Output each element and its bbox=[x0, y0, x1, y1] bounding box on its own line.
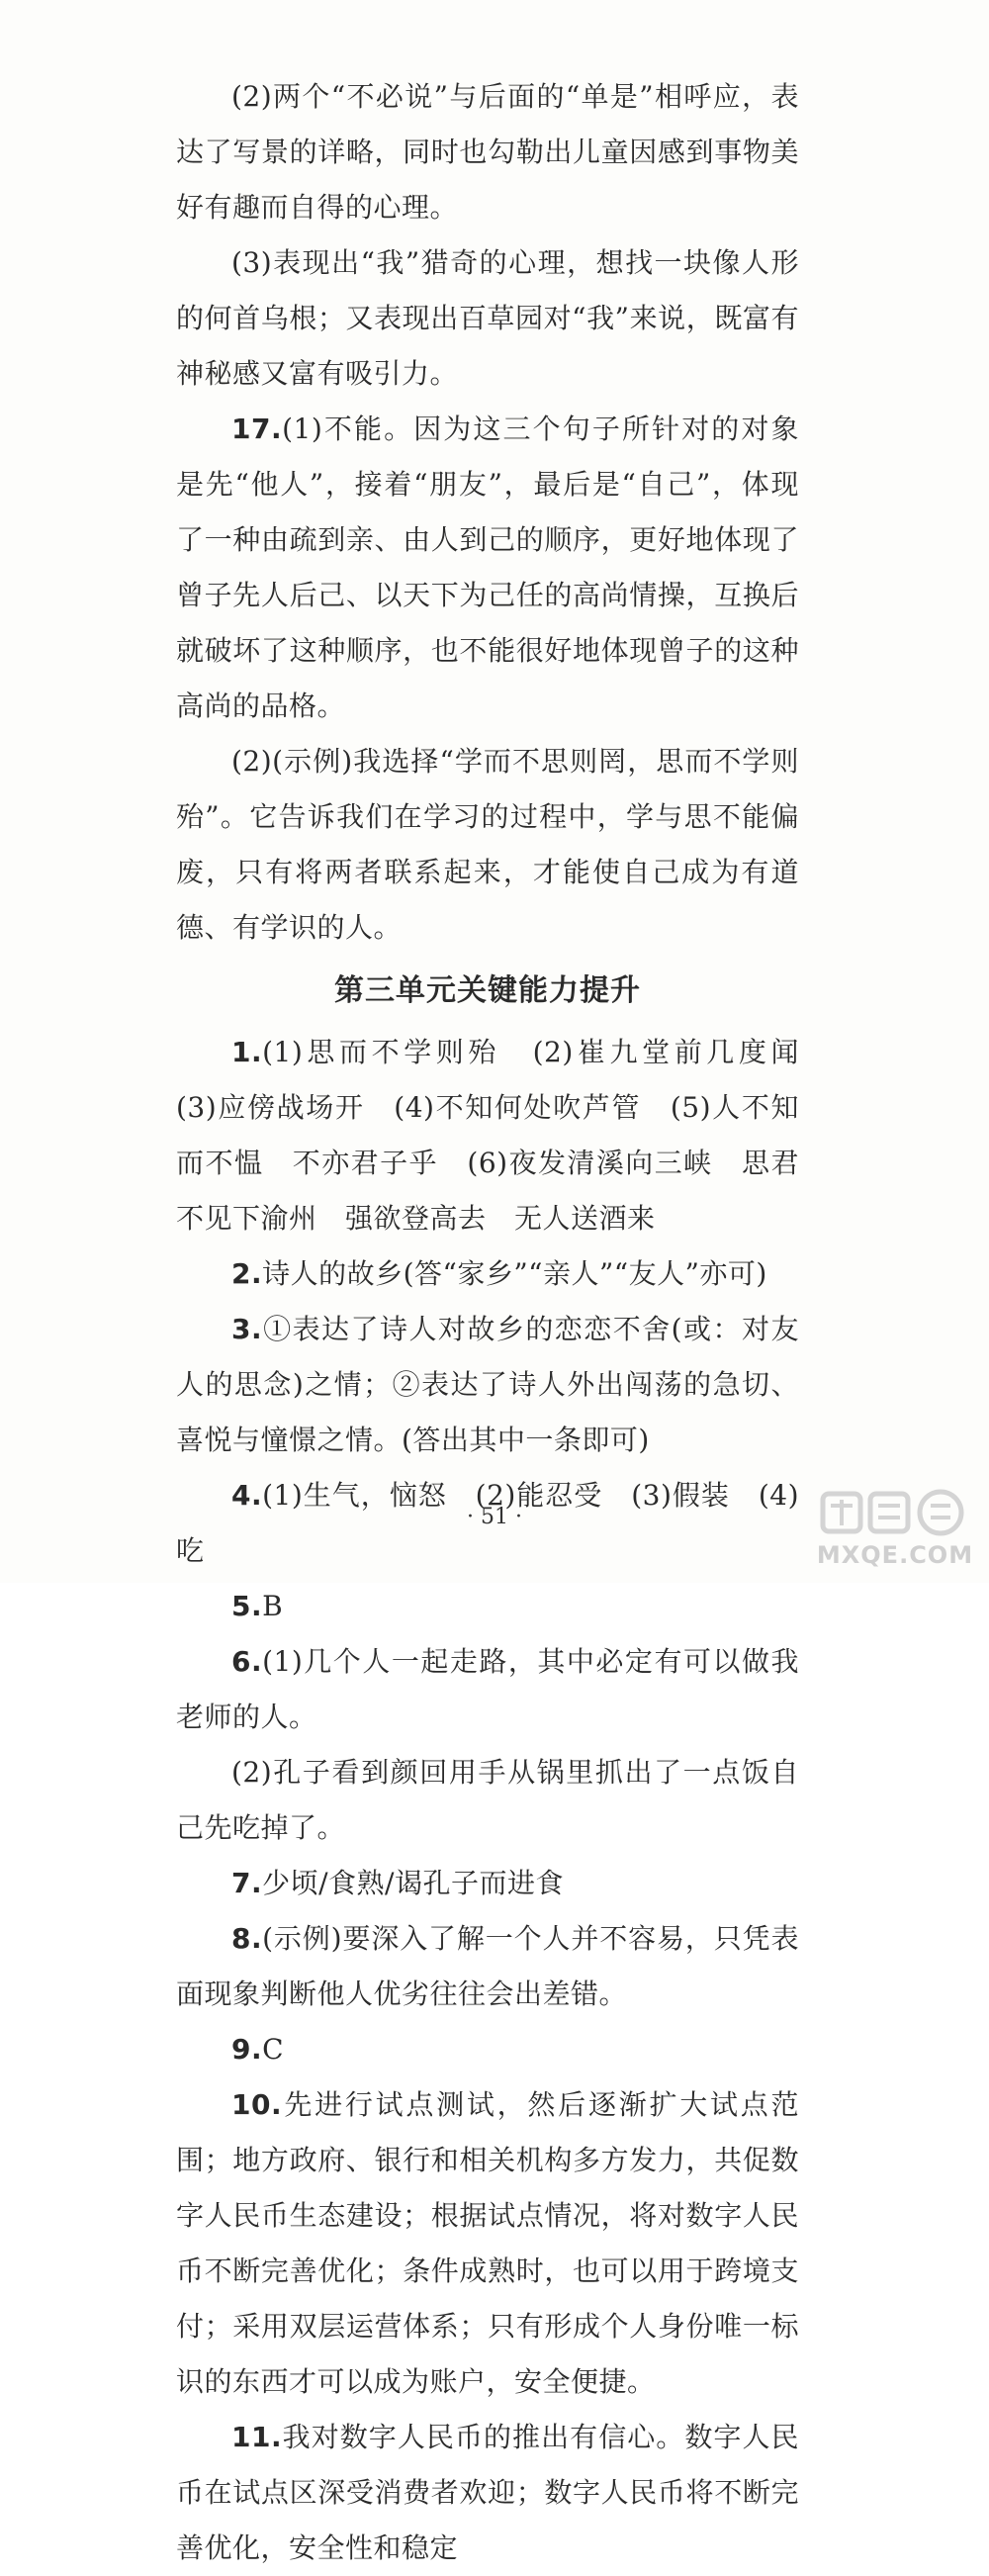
answer-text: 先进行试点测试，然后逐渐扩大试点范围；地方政府、银行和相关机构多方发力，共促数字人民币生态建设；根据试点情况，将对数字人民币不断完善优化；条件成熟时，也可以用于跨境支付；采用双层运营体系；只有形成个人身份唯一标识的东西才可以成为账户，安全便捷。 bbox=[176, 2088, 799, 2398]
question-number: 5. bbox=[231, 1590, 263, 1622]
question-number: 1. bbox=[231, 1036, 263, 1068]
answer-paragraph bbox=[176, 1302, 799, 1468]
question-number: 6. bbox=[231, 1645, 263, 1678]
question-number: 7. bbox=[231, 1867, 263, 1899]
answer-paragraph bbox=[176, 1579, 799, 1634]
answer-paragraph bbox=[176, 1246, 799, 1302]
answer-paragraph bbox=[176, 69, 799, 235]
answer-paragraph bbox=[176, 402, 799, 734]
answer-circle-logo-icon bbox=[811, 1484, 979, 1543]
watermark-logo bbox=[811, 1484, 979, 1578]
answer-text: (2)两个“不必说”与后面的“单是”相呼应，表达了写景的详略，同时也勾勒出儿童因感到事物美好有趣而自得的心理。 bbox=[176, 80, 799, 224]
answer-text: (2)孔子看到颜回用手从锅里抓出了一点饭自己先吃掉了。 bbox=[176, 1756, 799, 1844]
answer-text: (3)表现出“我”猎奇的心理，想找一块像人形的何首乌根；又表现出百草园对“我”来说，既富有神秘感又富有吸引力。 bbox=[176, 246, 799, 390]
answer-text: 我对数字人民币的推出有信心。数字人民币在试点区深受消费者欢迎；数字人民币将不断完善优化，安全性和稳定 bbox=[176, 2421, 799, 2564]
answer-paragraph bbox=[176, 1745, 799, 1856]
answer-text: C bbox=[262, 2033, 285, 2066]
answer-text: (2)(示例)我选择“学而不思则罔，思而不学则殆”。它告诉我们在学习的过程中，学与思不能偏废，只有将两者联系起来，才能使自己成为有道德、有学识的人。 bbox=[176, 745, 799, 944]
answer-text: (示例)要深入了解一个人并不容易，只凭表面现象判断他人优劣往往会出差错。 bbox=[176, 1922, 799, 2010]
question-number: 4. bbox=[231, 1479, 263, 1512]
question-number: 2. bbox=[231, 1257, 263, 1290]
answer-text: 少顷/食熟/谒孔子而进食 bbox=[262, 1867, 564, 1899]
answer-paragraph bbox=[176, 1634, 799, 1745]
answer-text: (1)不能。因为这三个句子所针对的对象是先“他人”，接着“朋友”，最后是“自己”，体现了一种由疏到亲、由人到己的顺序，更好地体现了曾子先人后己、以天下为己任的高尚情操，互换后就破坏了这种顺序，也不能很好地体现曾子的这种高尚的品格。 bbox=[176, 413, 799, 722]
answers-continued bbox=[176, 69, 799, 956]
answer-paragraph bbox=[176, 2022, 799, 2077]
question-number: 17. bbox=[231, 413, 283, 445]
answer-text: ①表达了诗人对故乡的恋恋不舍(或：对友人的思念)之情；②表达了诗人外出闯荡的急切、喜悦与憧憬之情。(答出其中一条即可) bbox=[176, 1313, 799, 1456]
answer-paragraph bbox=[176, 235, 799, 402]
answer-text: (1)思而不学则殆 (2)崔九堂前几度闻 (3)应傍战场开 (4)不知何处吹芦管 (5)人不知而不愠 不亦君子乎 (6)夜发清溪向三峡 思君不见下渝州 强欲登高去 无人送酒来 bbox=[176, 1036, 828, 1235]
answer-paragraph bbox=[176, 1911, 799, 2022]
answer-text: 诗人的故乡(答“家乡”“亲人”“友人”亦可) bbox=[262, 1257, 767, 1290]
answer-paragraph bbox=[176, 734, 799, 956]
answer-paragraph bbox=[176, 2410, 799, 2576]
question-number: 11. bbox=[231, 2421, 283, 2453]
answer-paragraph bbox=[176, 2077, 799, 2410]
page-number: · 51 · bbox=[467, 1505, 522, 1529]
answer-paragraph bbox=[176, 1856, 799, 1911]
question-number: 9. bbox=[231, 2033, 263, 2066]
answer-text: B bbox=[262, 1590, 284, 1622]
question-number: 8. bbox=[231, 1922, 263, 1955]
watermark-text: MXQE.COM bbox=[816, 1541, 974, 1569]
answer-text: (1)几个人一起走路，其中必定有可以做我老师的人。 bbox=[176, 1645, 799, 1733]
question-number: 3. bbox=[231, 1313, 263, 1345]
answer-paragraph bbox=[176, 1025, 828, 1246]
question-number: 10. bbox=[231, 2088, 283, 2121]
section-title: 第三单元关键能力提升 bbox=[334, 973, 641, 1008]
answer-text: (1)生气，恼怒 (2)能忍受 (3)假装 (4)吃 bbox=[176, 1479, 799, 1567]
page-content bbox=[176, 69, 828, 2576]
unit-answers bbox=[176, 1025, 828, 2576]
